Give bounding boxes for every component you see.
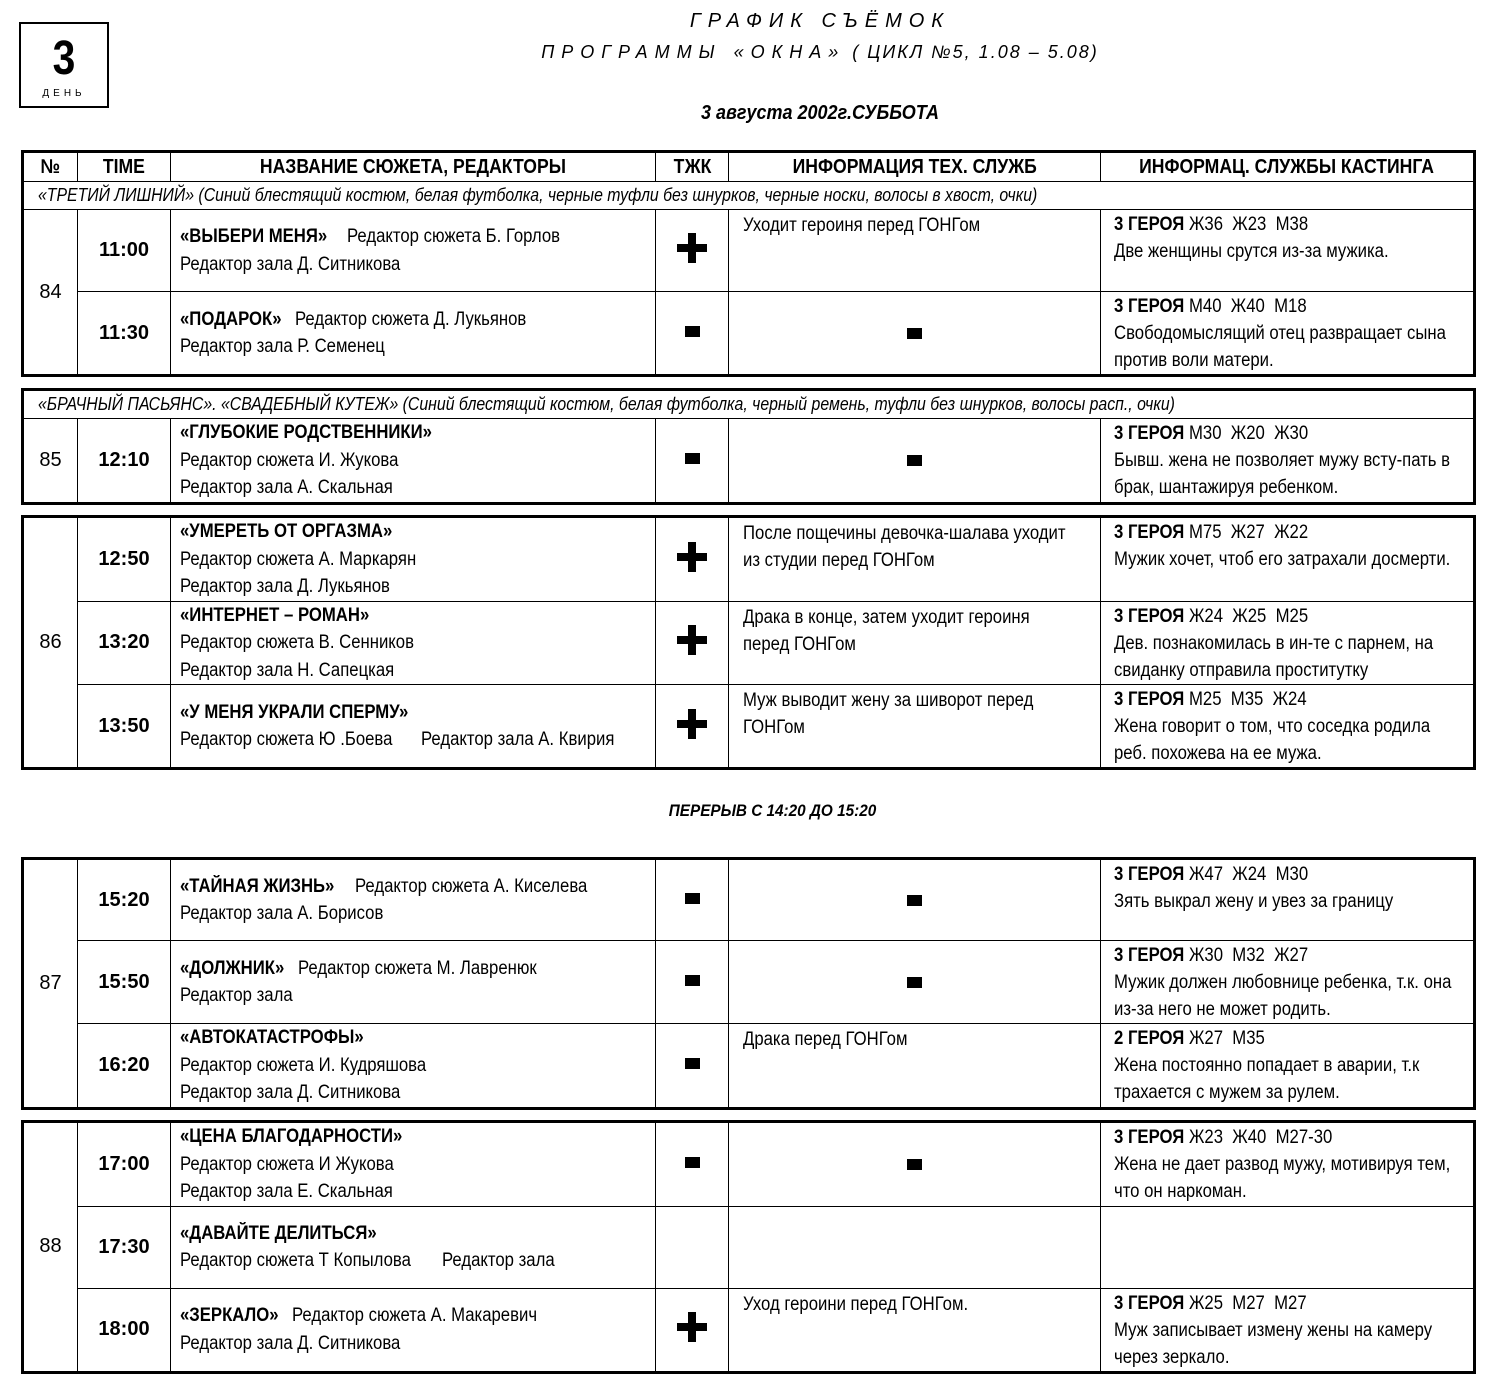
plus-mark-icon <box>677 625 707 655</box>
costume-note <box>23 182 1475 210</box>
story-editor: Редактор сюжета А. Киселева <box>355 875 588 897</box>
casting-info <box>1101 1206 1475 1288</box>
heroes-count: 3 ГЕРОЯ <box>1114 864 1185 885</box>
hall-editor: Редактор зала А. Скальная <box>180 477 393 498</box>
tzhk-cell <box>656 941 729 1024</box>
hall-editor: Редактор зала <box>180 985 293 1006</box>
tzhk-cell <box>656 292 729 376</box>
casting-info <box>1101 419 1475 504</box>
casting-heroes-line <box>1114 293 1307 320</box>
episode-time: 13:50 <box>78 685 171 769</box>
tzhk-cell <box>656 1206 729 1288</box>
episode-row <box>23 1288 1475 1372</box>
tech-info-text: Уходит героиня перед ГОНГом <box>743 215 981 236</box>
column-header-label: № <box>40 155 61 178</box>
minus-mark-icon <box>907 895 922 906</box>
story-editor: Редактор сюжета А. Макаревич <box>292 1305 538 1326</box>
casting-heroes-line <box>1114 942 1308 969</box>
casting-description: Жена постоянно попадает в аварии, т.к трахается с мужем за рулем. <box>1114 1055 1420 1103</box>
hall-editor: Редактор зала Д. Ситникова <box>180 1332 401 1354</box>
episode-title-cell <box>171 517 656 602</box>
tech-info <box>729 685 1101 769</box>
tech-info-text: После пощечины девочка-шалава уходит из студии перед ГОНГом <box>743 523 1066 571</box>
tzhk-cell <box>656 1288 729 1372</box>
episode-title-cell <box>171 601 656 685</box>
schedule-block-84 <box>21 150 1476 377</box>
episode-title: «УМЕРЕТЬ ОТ ОРГАЗМА» <box>180 521 393 542</box>
column-header <box>23 152 78 182</box>
tech-info-cell <box>729 419 1101 504</box>
casting-description: Муж записывает измену жены на камеру через зеркало. <box>1114 1319 1433 1368</box>
costume-row <box>23 182 1475 210</box>
episode-title: «ИНТЕРНЕТ – РОМАН» <box>180 604 370 626</box>
schedule-block-86 <box>21 515 1476 770</box>
column-header <box>729 152 1101 182</box>
casting-info <box>1101 292 1475 376</box>
casting-info <box>1101 1288 1475 1372</box>
episode-row <box>23 419 1475 504</box>
hall-editor: Редактор зала А. Борисов <box>180 903 384 924</box>
casting-info <box>1101 601 1475 685</box>
column-header-label: ИНФОРМАЦ. СЛУЖБЫ КАСТИНГА <box>1139 155 1435 178</box>
tzhk-cell <box>656 210 729 292</box>
hall-editor: Редактор зала Е. Скальная <box>180 1181 393 1202</box>
heroes-count: 3 ГЕРОЯ <box>1114 689 1185 710</box>
episode-row <box>23 601 1475 685</box>
tzhk-cell <box>656 419 729 504</box>
casting-description: Жена говорит о том, что соседка родила реб. похожева на ее мужа. <box>1114 716 1431 764</box>
heroes-codes: Ж30 М32 Ж27 <box>1188 945 1309 966</box>
episode-title-cell <box>171 419 656 504</box>
hall-editor: Редактор зала Д. Лукьянов <box>180 576 390 597</box>
episode-title: «ДОЛЖНИК» <box>180 957 285 979</box>
hall-editor: Редактор зала Д. Ситникова <box>180 1082 401 1103</box>
casting-description: Мужик хочет, чтоб его затрахали досмерти. <box>1114 549 1451 570</box>
casting-info <box>1101 859 1475 941</box>
block-number: 88 <box>23 1122 78 1373</box>
column-header <box>1101 152 1475 182</box>
casting-heroes-line <box>1114 519 1308 546</box>
episode-time: 17:30 <box>78 1206 171 1288</box>
tech-info-text: Уход героини перед ГОНГом. <box>743 1293 969 1315</box>
tzhk-cell <box>656 685 729 769</box>
program-name: ПРОГРАММЫ «ОКНА» <box>541 42 846 62</box>
day-number-box <box>19 22 109 108</box>
cycle-info: ( ЦИКЛ №5, 1.08 – 5.08) <box>852 42 1099 62</box>
day-label: ДЕНЬ <box>42 88 86 99</box>
costume-text: «ТРЕТИЙ ЛИШНИЙ» (Синий блестящий костюм, белая футболка, черные туфли без шнурков, черные носки, волосы в хвост, очки) <box>38 185 1038 205</box>
episode-title-cell <box>171 292 656 376</box>
casting-heroes-line <box>1114 1025 1265 1052</box>
casting-description: Мужик должен любовнице ребенка, т.к. она из-за него не может родить. <box>1114 972 1452 1020</box>
episode-time: 12:50 <box>78 517 171 602</box>
casting-description: Жена не дает развод мужу, мотивируя тем, что он наркоман. <box>1114 1154 1451 1202</box>
casting-info <box>1101 1122 1475 1207</box>
hall-editor: Редактор зала А. Квирия <box>421 729 615 750</box>
tech-info <box>729 517 1101 602</box>
plus-mark-icon <box>677 233 707 263</box>
header-row <box>23 152 1475 182</box>
tech-info-cell <box>729 1122 1101 1207</box>
tzhk-cell <box>656 601 729 685</box>
episode-title: «ТАЙНАЯ ЖИЗНЬ» <box>180 875 335 897</box>
episode-row <box>23 1122 1475 1207</box>
tech-info-text: Драка перед ГОНГом <box>743 1029 908 1050</box>
casting-info <box>1101 941 1475 1024</box>
plus-mark-icon <box>677 542 707 572</box>
minus-mark-icon <box>685 975 700 986</box>
tzhk-cell <box>656 517 729 602</box>
casting-description: Две женщины срутся из-за мужика. <box>1114 241 1389 262</box>
tech-info-text: Муж выводит жену за шиворот перед ГОНГом <box>743 690 1034 738</box>
hall-editor: Редактор зала Д. Ситникова <box>180 253 401 275</box>
episode-time: 16:20 <box>78 1024 171 1109</box>
episode-title: «ЗЕРКАЛО» <box>180 1305 279 1326</box>
tech-info <box>729 601 1101 685</box>
schedule-block-85 <box>21 388 1476 505</box>
minus-mark-icon <box>907 328 922 339</box>
casting-description: Свободомыслящий отец развращает сына против воли матери. <box>1114 323 1446 371</box>
episode-row <box>23 859 1475 941</box>
column-header <box>78 152 171 182</box>
story-editor: Редактор сюжета Д. Лукьянов <box>295 308 527 330</box>
episode-row <box>23 941 1475 1024</box>
casting-info <box>1101 210 1475 292</box>
hall-editor: Редактор зала <box>442 1250 556 1271</box>
story-editor: Редактор сюжета М. Лавренюк <box>298 957 538 979</box>
tech-info <box>729 210 1101 292</box>
story-editor: Редактор сюжета В. Сенников <box>180 632 414 653</box>
heroes-count: 3 ГЕРОЯ <box>1114 296 1185 317</box>
heroes-codes: М25 М35 Ж24 <box>1188 689 1307 710</box>
shoot-date: 3 августа 2002г.СУББОТА <box>700 102 940 124</box>
document-title: ГРАФИК СЪЁМОК <box>689 10 951 32</box>
episode-title: «ДАВАЙТЕ ДЕЛИТЬСЯ» <box>180 1222 377 1244</box>
episode-title: «ЦЕНА БЛАГОДАРНОСТИ» <box>180 1126 403 1147</box>
episode-row <box>23 1206 1475 1288</box>
casting-info <box>1101 1024 1475 1109</box>
heroes-count: 2 ГЕРОЯ <box>1114 1028 1185 1049</box>
tzhk-cell <box>656 1122 729 1207</box>
schedule-block-88 <box>21 1120 1476 1374</box>
costume-row <box>23 390 1475 419</box>
casting-info <box>1101 685 1475 769</box>
casting-heroes-line <box>1114 1290 1307 1317</box>
casting-description: Дев. познакомилась в ин-те с парнем, на свиданку отправила проститутку <box>1114 632 1434 681</box>
episode-title: «АВТОКАТАСТРОФЫ» <box>180 1027 364 1048</box>
episode-title-cell <box>171 859 656 941</box>
heroes-codes: М30 Ж20 Ж30 <box>1188 423 1309 444</box>
episode-time: 17:00 <box>78 1122 171 1207</box>
episode-row <box>23 1024 1475 1109</box>
heroes-codes: Ж24 Ж25 М25 <box>1188 605 1309 627</box>
day-number: 3 <box>52 32 76 85</box>
story-editor: Редактор сюжета Б. Горлов <box>347 226 561 247</box>
minus-mark-icon <box>685 453 700 464</box>
episode-title: «ВЫБЕРИ МЕНЯ» <box>180 226 328 247</box>
heroes-codes: Ж36 Ж23 М38 <box>1188 214 1309 235</box>
heroes-count: 3 ГЕРОЯ <box>1114 423 1185 444</box>
episode-time: 13:20 <box>78 601 171 685</box>
heroes-count: 3 ГЕРОЯ <box>1114 605 1185 627</box>
minus-mark-icon <box>907 1159 922 1170</box>
schedule-block-87 <box>21 857 1476 1110</box>
heroes-codes: Ж23 Ж40 М27-30 <box>1188 1127 1333 1148</box>
hall-editor: Редактор зала Р. Семенец <box>180 336 385 357</box>
heroes-count: 3 ГЕРОЯ <box>1114 214 1185 235</box>
column-header-label: НАЗВАНИЕ СЮЖЕТА, РЕДАКТОРЫ <box>259 155 567 178</box>
block-number: 84 <box>23 210 78 376</box>
casting-heroes-line <box>1114 861 1308 888</box>
document-subtitle <box>0 42 1500 63</box>
episode-title-cell <box>171 1024 656 1109</box>
heroes-codes: Ж47 Ж24 М30 <box>1188 864 1309 885</box>
costume-text: «БРАЧНЫЙ ПАСЬЯНС». «СВАДЕБНЫЙ КУТЕЖ» (Синий блестящий костюм, белая футболка, черный ремень, туфли без шнурков, волосы расп., очки) <box>38 394 1175 414</box>
casting-heroes-line <box>1114 420 1308 447</box>
casting-description: Зять выкрал жену и увез за границу <box>1114 891 1394 912</box>
column-header <box>656 152 729 182</box>
episode-time: 15:20 <box>78 859 171 941</box>
story-editor: Редактор сюжета И Жукова <box>180 1153 394 1175</box>
episode-title-cell <box>171 1206 656 1288</box>
casting-description: Бывш. жена не позволяет мужу всту-пать в брак, шантажируя ребенком. <box>1114 450 1451 498</box>
heroes-count: 3 ГЕРОЯ <box>1114 1127 1185 1148</box>
column-header-label: ТЖК <box>673 155 711 178</box>
episode-title-cell <box>171 1288 656 1372</box>
tech-info-cell <box>729 859 1101 941</box>
costume-note <box>23 390 1475 419</box>
minus-mark-icon <box>685 1157 700 1168</box>
episode-title-cell <box>171 210 656 292</box>
casting-heroes-line <box>1114 1124 1332 1151</box>
tzhk-cell <box>656 1024 729 1109</box>
column-header-label: TIME <box>102 155 146 178</box>
break-note: ПЕРЕРЫВ С 14:20 ДО 15:20 <box>668 801 877 820</box>
story-editor: Редактор сюжета Т Копылова <box>180 1250 411 1271</box>
plus-mark-icon <box>677 1312 707 1342</box>
tech-info-cell <box>729 292 1101 376</box>
episode-row <box>23 210 1475 292</box>
episode-row <box>23 517 1475 602</box>
minus-mark-icon <box>907 455 922 466</box>
minus-mark-icon <box>907 977 922 988</box>
episode-time: 11:30 <box>78 292 171 376</box>
column-header-label: ИНФОРМАЦИЯ ТЕХ. СЛУЖБ <box>792 155 1037 178</box>
casting-info <box>1101 517 1475 602</box>
hall-editor: Редактор зала Н. Сапецкая <box>180 659 395 681</box>
column-header <box>171 152 656 182</box>
heroes-codes: М40 Ж40 М18 <box>1188 296 1307 317</box>
casting-heroes-line <box>1114 686 1307 713</box>
episode-title-cell <box>171 941 656 1024</box>
episode-title-cell <box>171 1122 656 1207</box>
heroes-count: 3 ГЕРОЯ <box>1114 945 1185 966</box>
episode-time: 18:00 <box>78 1288 171 1372</box>
episode-row <box>23 685 1475 769</box>
episode-time: 12:10 <box>78 419 171 504</box>
block-number: 87 <box>23 859 78 1109</box>
tech-info-text: Драка в конце, затем уходит героиня перед ГОНГом <box>743 606 1030 655</box>
minus-mark-icon <box>685 326 700 337</box>
minus-mark-icon <box>685 893 700 904</box>
episode-title: «У МЕНЯ УКРАЛИ СПЕРМУ» <box>180 701 409 723</box>
episode-time: 11:00 <box>78 210 171 292</box>
episode-title: «ГЛУБОКИЕ РОДСТВЕННИКИ» <box>180 422 432 443</box>
plus-mark-icon <box>677 709 707 739</box>
story-editor: Редактор сюжета А. Маркарян <box>180 548 417 570</box>
minus-mark-icon <box>685 1058 700 1069</box>
story-editor: Редактор сюжета И. Жукова <box>180 449 399 471</box>
tech-info-cell <box>729 941 1101 1024</box>
episode-row <box>23 292 1475 376</box>
heroes-codes: Ж27 М35 <box>1188 1028 1265 1049</box>
story-editor: Редактор сюжета И. Кудряшова <box>180 1054 427 1076</box>
tech-info <box>729 1024 1101 1109</box>
casting-heroes-line <box>1114 603 1308 630</box>
block-number: 85 <box>23 419 78 504</box>
episode-title: «ПОДАРОК» <box>180 308 282 330</box>
episode-title-cell <box>171 685 656 769</box>
tzhk-cell <box>656 859 729 941</box>
episode-time: 15:50 <box>78 941 171 1024</box>
block-number: 86 <box>23 517 78 769</box>
heroes-codes: М75 Ж27 Ж22 <box>1188 522 1309 543</box>
story-editor: Редактор сюжета Ю .Боева <box>180 729 393 750</box>
casting-heroes-line <box>1114 211 1308 238</box>
tech-info <box>729 1288 1101 1372</box>
heroes-count: 3 ГЕРОЯ <box>1114 522 1185 543</box>
heroes-count: 3 ГЕРОЯ <box>1114 1292 1185 1314</box>
tech-info <box>729 1206 1101 1288</box>
heroes-codes: Ж25 М27 М27 <box>1188 1292 1307 1314</box>
